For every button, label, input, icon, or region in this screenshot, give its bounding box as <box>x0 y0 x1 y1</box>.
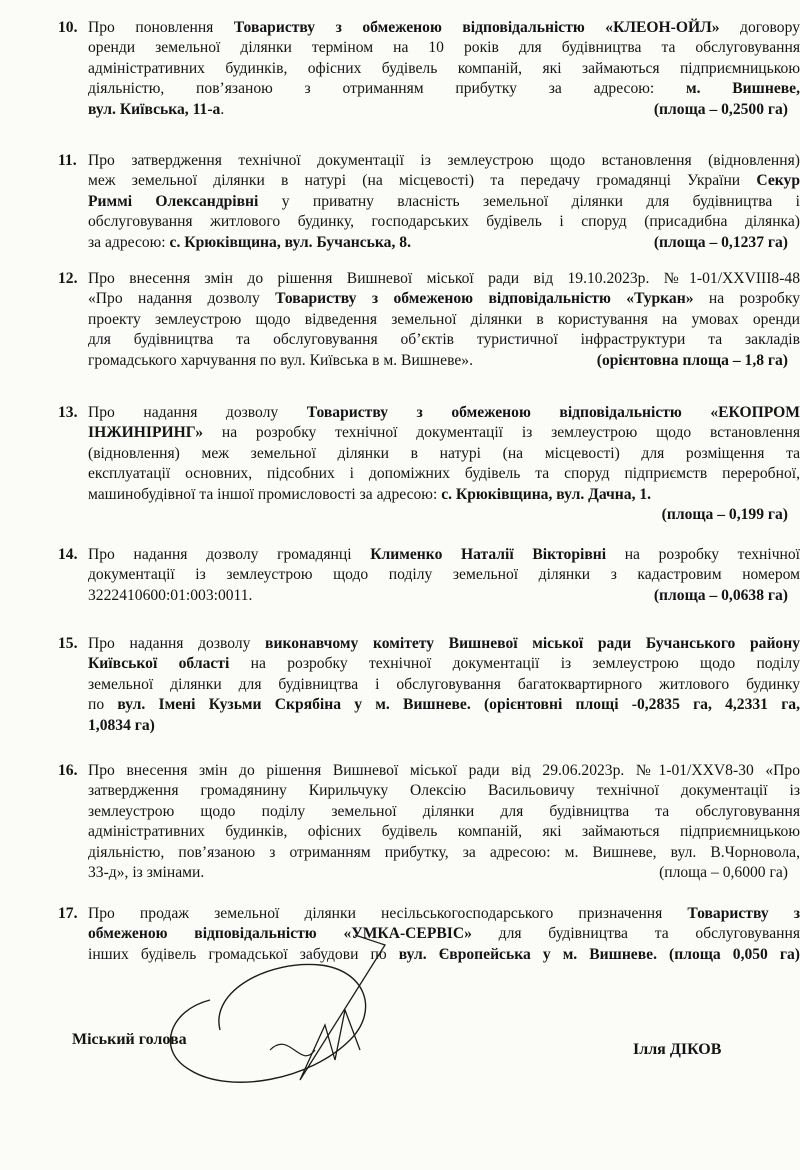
bold-text: виконавчому комітету Вишневої міської ради Бучанського району <box>265 635 800 652</box>
area-value: (площа – 0,6000 га) <box>659 864 788 881</box>
item-text-line <box>88 289 800 309</box>
text: на розробку технічної документації із землеустрою щодо поділу <box>229 655 800 673</box>
item-text-line <box>88 79 800 99</box>
item-text-line <box>88 18 800 38</box>
item-text-line <box>88 904 800 924</box>
text: 33-д», із змінами. <box>88 864 205 881</box>
signatory-name: Ілля ДІКОВ <box>633 1041 722 1058</box>
bold-text: Секур <box>756 172 800 190</box>
item-number: 12. <box>58 270 78 287</box>
text: експлуатації основних, підсобних і допоміжних будівель та споруд підприємств переробної, <box>88 465 800 483</box>
text: адміністративних будинків, офісних будівель компаній, які займаються підприємницькою <box>88 823 800 841</box>
item-text-line <box>88 695 800 715</box>
text: затвердження громадянину Кирильчуку Олексію Васильовичу технічної документації із <box>88 782 800 800</box>
text: для будівництва та обслуговування <box>471 925 800 943</box>
bold-text: Товариству з обмеженою відповідальністю «КЛЕОН-ОЙЛ» <box>233 19 720 36</box>
bold-text: м. Вишневе, <box>686 80 800 98</box>
text: на розробку <box>693 290 800 308</box>
area-value: (площа – 0,2500 га) <box>653 100 788 118</box>
text: адміністративних будинків, офісних будівель компаній, які займаються підприємницькою <box>88 59 800 77</box>
bold-text: вул. Київська, 11-а <box>88 100 221 118</box>
text: меж земельної ділянки в натурі (на місцевості) та передачу громадянці України <box>88 172 757 190</box>
text: Про внесення змін до рішення Вишневої міської ради від 19.10.2023р. №1-01/XXVIII8-48 <box>88 270 800 287</box>
item-number: 11. <box>58 152 77 169</box>
text: документації із землеустрою щодо поділу земельної ділянки з кадастровим номером <box>88 566 800 584</box>
text: у приватну власність земельної ділянки для будівництва і <box>258 192 800 210</box>
text: Про поновлення <box>88 19 234 36</box>
item-text-line <box>88 330 800 350</box>
item-text-line <box>88 192 800 212</box>
text: машинобудівної та іншої промисловості за адресою: <box>88 485 442 503</box>
item-number: 14. <box>58 546 78 563</box>
handwritten-signature <box>150 930 410 1100</box>
decision-item <box>58 403 800 525</box>
text: діяльністю, пов’язаною з отриманням прибутку за адресою: <box>88 80 686 98</box>
item-text-line <box>88 802 800 822</box>
text: (відновлення) меж земельної ділянки в натурі (на місцевості) для розміщення та <box>88 444 800 462</box>
text: Про надання дозволу <box>88 635 266 652</box>
text: . <box>220 100 225 118</box>
text: інших будівель громадської забудови по <box>88 945 399 963</box>
bold-text: ІНЖИНІРИНГ» <box>88 424 204 442</box>
item-text-line <box>88 781 800 801</box>
text: договору <box>719 19 800 36</box>
text: Про надання дозволу <box>88 404 307 421</box>
area-value: (площа – 0,0638 га) <box>653 586 788 604</box>
item-text-line <box>88 403 800 423</box>
text: оренди земельної ділянки терміном на 10 років для будівництва та обслуговування <box>88 39 800 57</box>
text: громадського харчування по вул. Київська в м. Вишневе». <box>88 351 473 369</box>
bold-text: с. Крюківщина, вул. Бучанська, 8. <box>169 233 411 251</box>
text: за адресою: <box>88 233 170 251</box>
item-text-line <box>88 171 800 191</box>
item-text-line <box>88 654 800 674</box>
area-value: (площа – 0,199 га) <box>661 506 788 523</box>
item-text-line <box>88 212 800 232</box>
item-text-line <box>88 675 800 695</box>
bold-text: 1,0834 га) <box>88 716 155 734</box>
decision-item <box>58 151 800 253</box>
text: «Про надання дозволу <box>88 290 276 308</box>
decision-item <box>58 269 800 371</box>
item-text-line <box>88 464 800 484</box>
bold-text: Риммі Олександрівні <box>88 192 259 210</box>
text: Про надання дозволу громадянці <box>88 546 371 563</box>
text: земельної ділянки для будівництва і обслуговування багатоквартирного житлового будинку <box>88 675 800 693</box>
bold-text: Київської області <box>88 655 230 673</box>
item-text-line <box>88 59 800 79</box>
text: Про затвердження технічної документації із землеустрою щодо встановлення (відновлення) <box>88 152 800 169</box>
decision-item <box>58 634 800 736</box>
text: проекту землеустрою щодо відведення земельної ділянки в користування на умовах оренди <box>88 310 800 328</box>
item-number: 16. <box>58 762 78 779</box>
bold-text: вул. Імені Кузьми Скрябіна у м. Вишневе. <box>117 696 471 714</box>
item-text-line <box>88 716 800 736</box>
item-number: 13. <box>58 404 78 421</box>
text: на розробку технічної <box>606 546 800 563</box>
text: Про продаж земельної ділянки несільськогосподарського призначення <box>88 905 688 922</box>
item-text-line <box>88 545 800 565</box>
text: діяльністю, пов’язаною з отриманням прибутку, за адресою: м. Вишневе, вул. В.Чорновола, <box>88 843 800 861</box>
bold-text: Товариству з <box>687 905 800 922</box>
decision-item <box>58 545 800 606</box>
bold-text: вул. Європейська у м. Вишневе. (площа 0,050 га) <box>398 945 800 963</box>
item-text-line <box>88 423 800 443</box>
item-number: 15. <box>58 635 78 652</box>
item-text-line <box>88 444 800 464</box>
item-text-line <box>88 565 800 585</box>
item-text-line <box>88 310 800 330</box>
bold-text: (орієнтовні площі -0,2835 га, 4,2331 га, <box>470 696 800 714</box>
text: для будівництва та обслуговування об’єктів туристичної інфраструктури та закладів <box>88 331 800 349</box>
text: по <box>88 696 118 714</box>
item-text-line <box>88 269 800 289</box>
text: Про внесення змін до рішення Вишневої міської ради від 29.06.2023р. №1-01/XXV8-30 «Про <box>88 762 800 779</box>
text: обслуговування житлового будинку, господарських будівель і споруд (присадибна ділянка) <box>88 213 800 231</box>
bold-text: с. Крюківщина, вул. Дачна, 1. <box>441 485 652 503</box>
item-text-line <box>88 485 800 505</box>
item-text-line <box>88 38 800 58</box>
bold-text: Товариству з обмеженою відповідальністю «Туркан» <box>275 290 694 308</box>
item-text-line <box>88 151 800 171</box>
item-text-line <box>88 761 800 781</box>
text: землеустрою щодо поділу земельної ділянки для будівництва та обслуговування <box>88 802 800 820</box>
item-number: 17. <box>58 905 78 922</box>
bold-text: Клименко Наталії Вікторівні <box>370 546 607 563</box>
item-text-line <box>88 634 800 654</box>
bold-text: Товариству з обмеженою відповідальністю «ЕКОПРОМ <box>306 404 800 421</box>
item-number: 10. <box>58 19 78 36</box>
signatory-position: Міський голова <box>72 1031 187 1048</box>
text: 3222410600:01:003:0011. <box>88 586 253 604</box>
text: на розробку технічної документації із землеустрою щодо встановлення <box>203 424 800 442</box>
decision-item <box>58 18 800 120</box>
bold-text: обмеженою відповідальністю «УМКА-СЕРВІС» <box>88 925 472 943</box>
item-text-line <box>88 822 800 842</box>
decision-item <box>58 761 800 883</box>
area-value: (площа – 0,1237 га) <box>653 233 788 251</box>
area-value: (орієнтовна площа – 1,8 га) <box>596 351 788 369</box>
item-text-line <box>88 843 800 863</box>
